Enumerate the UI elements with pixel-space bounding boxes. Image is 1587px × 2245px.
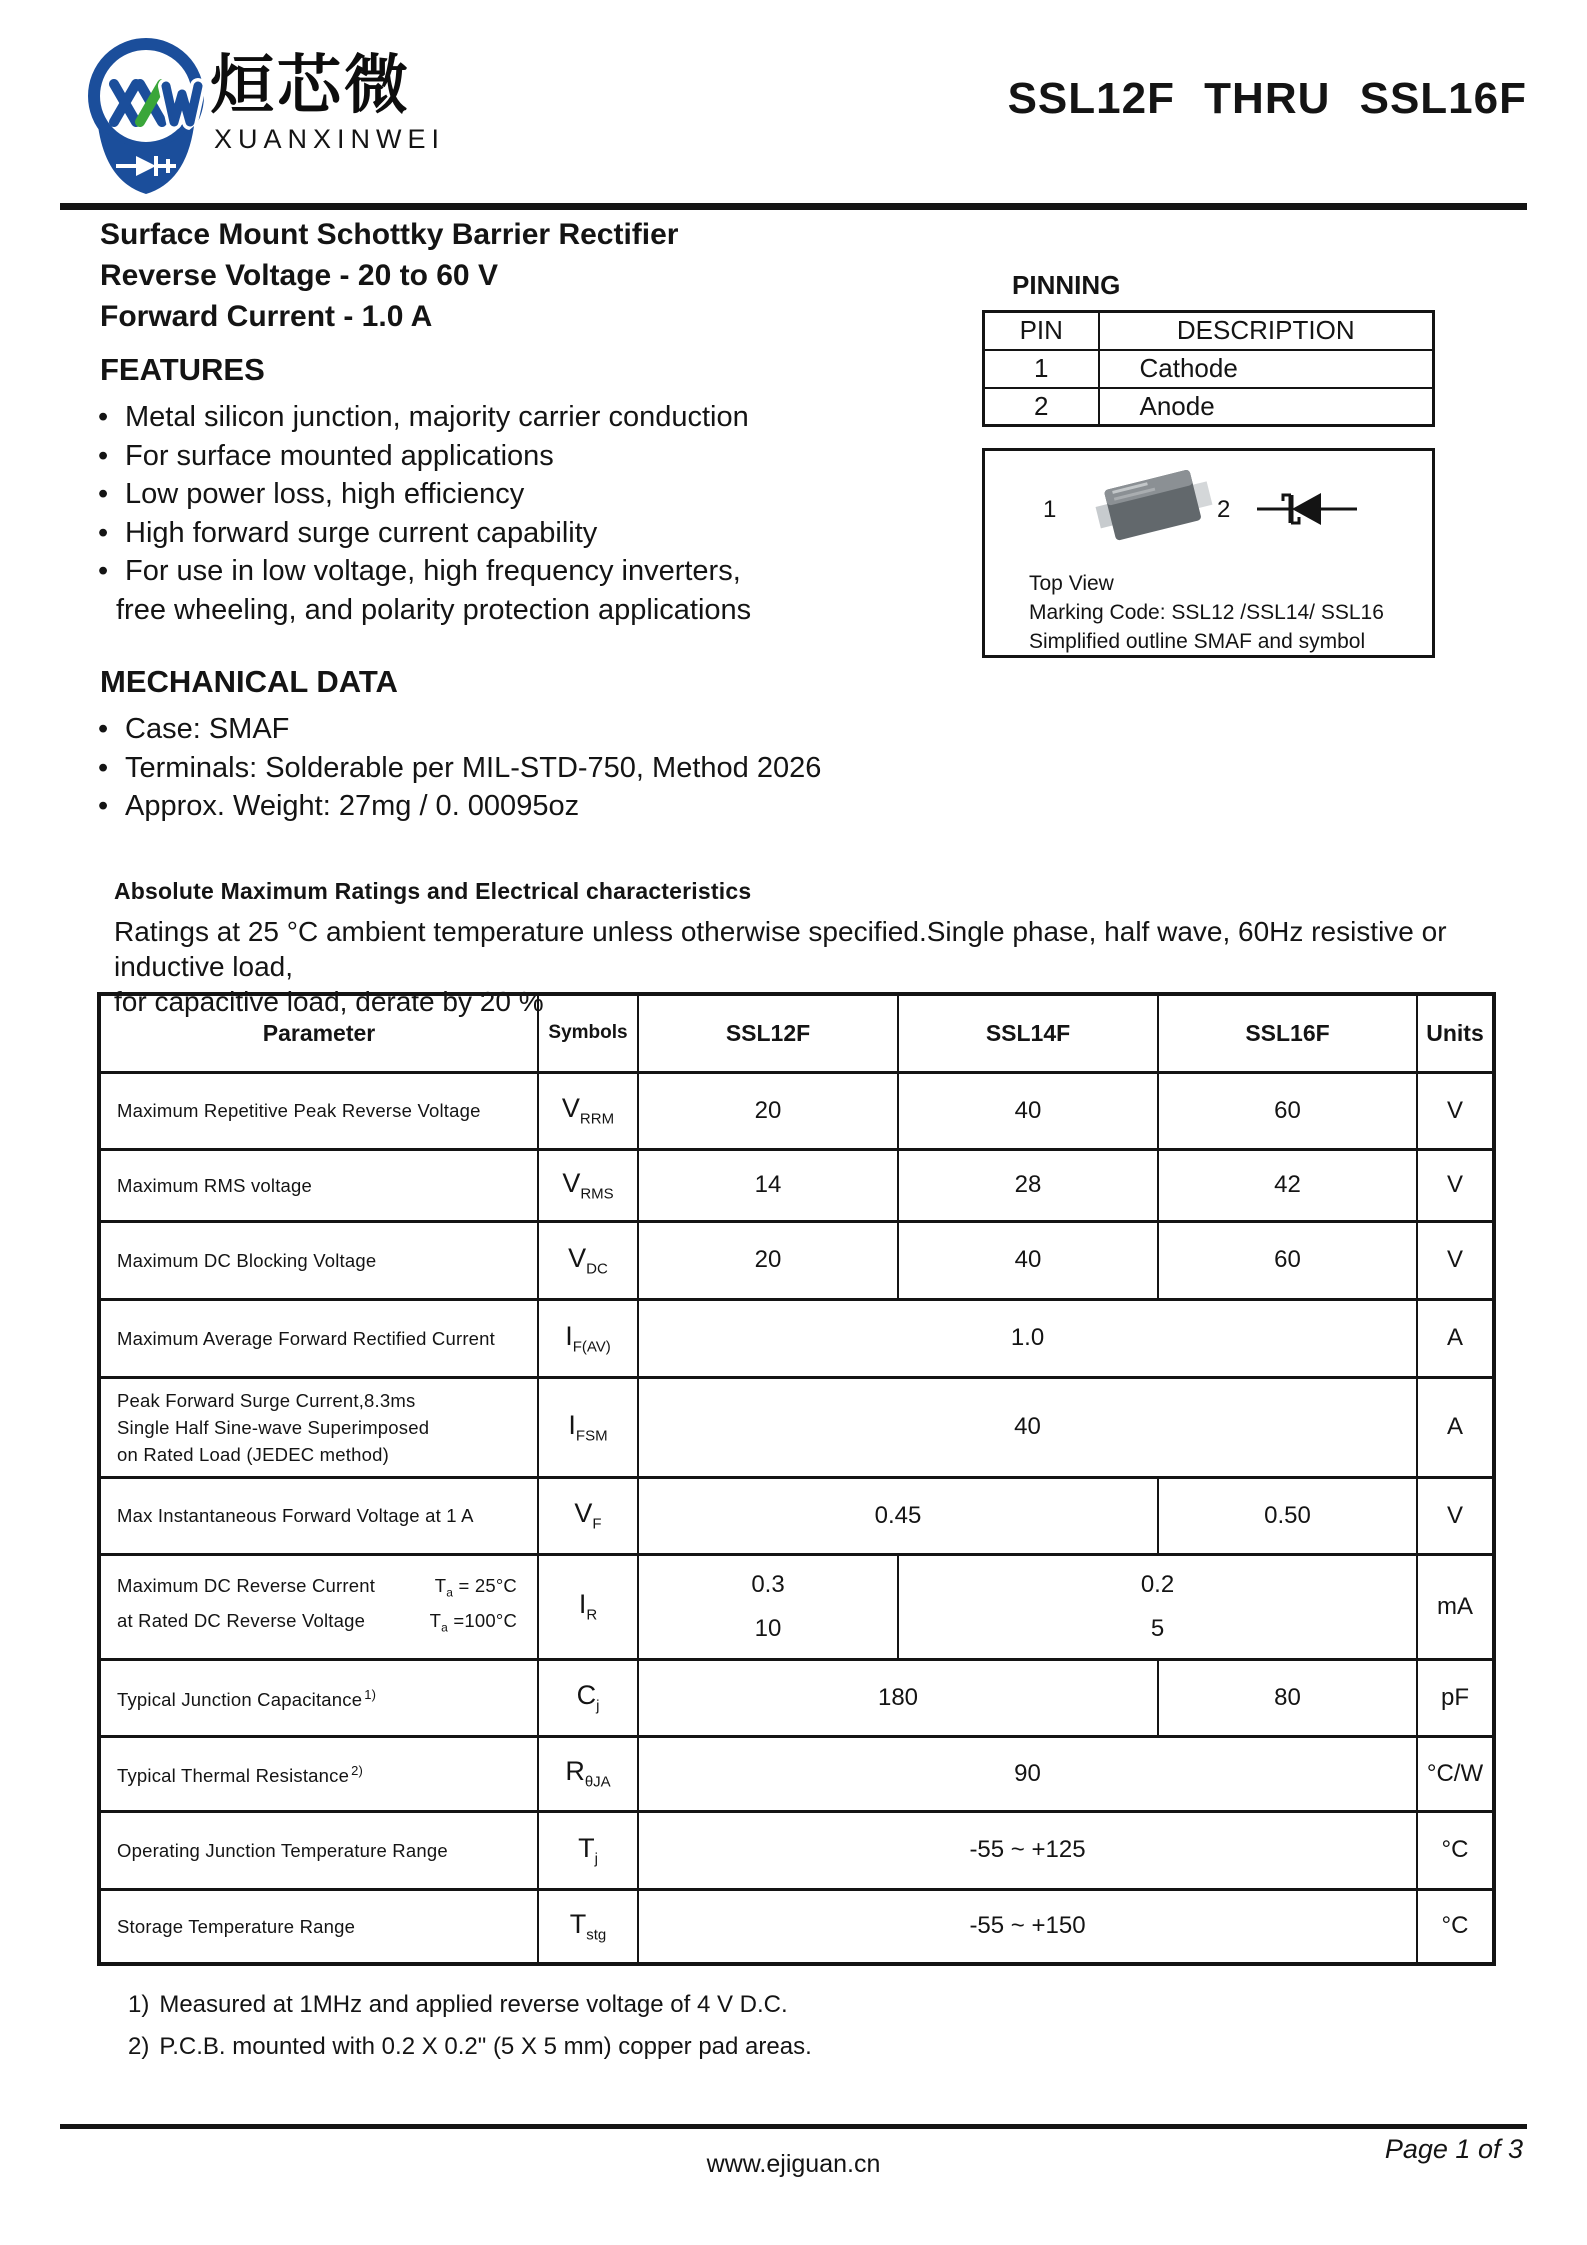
footnotes xyxy=(128,1984,812,2068)
unit-cell: pF xyxy=(1417,1659,1494,1736)
param-cell: Operating Junction Temperature Range xyxy=(99,1811,538,1889)
pin-description: Anode xyxy=(1099,388,1434,426)
bullet-icon: • xyxy=(98,713,109,745)
feature-item xyxy=(98,552,751,591)
unit-cell: V xyxy=(1417,1477,1494,1554)
value-cell: 14 xyxy=(638,1149,898,1221)
bullet-icon: • xyxy=(98,790,109,822)
intro-line: Forward Current - 1.0 A xyxy=(100,300,433,333)
footnote: 2) P.C.B. mounted with 0.2 X 0.2" (5 X 5 mm) copper pad areas. xyxy=(128,2033,812,2060)
document-title: SSL12F THRU SSL16F xyxy=(1007,74,1527,123)
symbol-cell: $V_{RRM}$ xyxy=(538,1072,638,1149)
value-cell: -55 ~ +150 xyxy=(638,1889,1417,1964)
schottky-diode-symbol-icon xyxy=(1257,493,1357,525)
value-cell: 0.2 5 xyxy=(898,1554,1417,1659)
symbol-cell: $C_j$ xyxy=(538,1659,638,1736)
pin-description: Cathode xyxy=(1099,350,1434,388)
feature-item-continuation: free wheeling, and polarity protection applications xyxy=(116,593,752,626)
param-cell: Typical Thermal Resistance $^{2)}$ xyxy=(99,1736,538,1811)
spec-row-vrms xyxy=(99,1149,1494,1221)
param-cell: Storage Temperature Range xyxy=(99,1889,538,1964)
mechanical-data-heading: MECHANICAL DATA xyxy=(100,664,398,699)
col-header-ssl14f: SSL14F xyxy=(898,994,1158,1072)
bullet-icon: • xyxy=(98,516,109,549)
value-cell: 0.50 xyxy=(1158,1477,1417,1554)
symbol-cell: $V_{RMS}$ xyxy=(538,1149,638,1221)
footnote: 1) Measured at 1MHz and applied reverse voltage of 4 V D.C. xyxy=(128,1991,788,2018)
features-heading: FEATURES xyxy=(100,352,265,387)
pinning-table xyxy=(982,310,1435,427)
param-cell: Maximum DC Blocking Voltage xyxy=(99,1221,538,1299)
description-column-header: DESCRIPTION xyxy=(1099,312,1434,350)
value-cell: 40 xyxy=(898,1221,1158,1299)
page-number: Page 1 of 3 xyxy=(1384,2134,1523,2164)
package-caption xyxy=(1029,569,1384,656)
col-header-ssl12f: SSL12F xyxy=(638,994,898,1072)
bullet-icon: • xyxy=(98,401,109,433)
symbol-cell: $V_F$ xyxy=(538,1477,638,1554)
spec-table xyxy=(97,992,1496,1966)
pin-number: 1 xyxy=(984,350,1099,388)
pin-number: 2 xyxy=(984,388,1099,426)
symbol-cell: $R_{\theta JA}$ xyxy=(538,1736,638,1811)
value-cell: 180 xyxy=(638,1659,1158,1736)
col-header-ssl16f: SSL16F xyxy=(1158,994,1417,1072)
feature-text: Metal silicon junction, majority carrier conduction xyxy=(125,401,749,433)
bullet-icon: • xyxy=(98,439,109,472)
symbol-cell: $I_R$ xyxy=(538,1554,638,1659)
mechanical-text: Case: SMAF xyxy=(125,713,290,745)
spec-row-tj xyxy=(99,1811,1494,1889)
package-outline-box xyxy=(982,448,1435,658)
smaf-package-icon xyxy=(1092,466,1215,544)
col-header-symbols: Symbols xyxy=(538,994,638,1072)
param-cell: Peak Forward Surge Current,8.3ms Single Half Sine-wave Superimposed on Rated Load (JEDEC method) xyxy=(99,1377,538,1477)
pin-column-header: PIN xyxy=(984,312,1099,350)
package-caption-line: Marking Code: SSL12 /SSL14/ SSL16 xyxy=(1029,601,1384,624)
value-cell: 42 xyxy=(1158,1149,1417,1221)
feature-text: For use in low voltage, high frequency inverters, xyxy=(125,555,741,587)
intro-line: Surface Mount Schottky Barrier Rectifier xyxy=(100,218,679,251)
unit-cell: °C xyxy=(1417,1889,1494,1964)
intro-block xyxy=(100,214,678,337)
spec-row-tstg xyxy=(99,1889,1494,1964)
pin2-label: 2 xyxy=(1217,496,1231,523)
brand-chinese-name: 烜芯微 xyxy=(210,49,411,121)
pinning-row xyxy=(984,350,1434,388)
symbol-cell: $T_{stg}$ xyxy=(538,1889,638,1964)
mechanical-item xyxy=(98,787,821,826)
spec-row-vdc xyxy=(99,1221,1494,1299)
features-list xyxy=(98,398,751,629)
spec-row-rthja xyxy=(99,1736,1494,1811)
param-cell: Maximum Average Forward Rectified Current xyxy=(99,1299,538,1377)
unit-cell: °C xyxy=(1417,1811,1494,1889)
feature-item xyxy=(98,437,751,476)
feature-text: For surface mounted applications xyxy=(125,439,554,472)
mechanical-item xyxy=(98,749,821,788)
pinning-heading: PINNING xyxy=(1012,270,1121,300)
spec-row-ifav xyxy=(99,1299,1494,1377)
ratings-note-line: Ratings at 25 °C ambient temperature unless otherwise specified.Single phase, half wave, 60Hz resistive or inductive load, xyxy=(114,916,1447,982)
symbol-cell: $I_{FSM}$ xyxy=(538,1377,638,1477)
ratings-note-line: for capacitive load, derate by 20 % xyxy=(114,986,544,1017)
feature-item xyxy=(98,475,751,514)
value-cell: 40 xyxy=(638,1377,1417,1477)
package-caption-line: Simplified outline SMAF and symbol xyxy=(1029,630,1366,653)
header-divider xyxy=(60,203,1527,210)
unit-cell: V xyxy=(1417,1221,1494,1299)
feature-text: High forward surge current capability xyxy=(125,516,598,549)
feature-item xyxy=(98,514,751,553)
bullet-icon: • xyxy=(98,478,109,510)
unit-cell: mA xyxy=(1417,1554,1494,1659)
spec-row-ir xyxy=(99,1554,1494,1659)
value-cell: 1.0 xyxy=(638,1299,1417,1377)
pin1-label: 1 xyxy=(1043,496,1057,523)
ratings-section-heading: Absolute Maximum Ratings and Electrical characteristics xyxy=(114,878,752,904)
spec-row-ifsm xyxy=(99,1377,1494,1477)
value-cell: 20 xyxy=(638,1221,898,1299)
value-cell: 0.3 10 xyxy=(638,1554,898,1659)
pinning-row xyxy=(984,388,1434,426)
param-cell: Maximum RMS voltage xyxy=(99,1149,538,1221)
mechanical-text: Terminals: Solderable per MIL-STD-750, Method 2026 xyxy=(125,751,822,784)
value-cell: 90 xyxy=(638,1736,1417,1811)
value-cell: 20 xyxy=(638,1072,898,1149)
unit-cell: °C/W xyxy=(1417,1736,1494,1811)
intro-line: Reverse Voltage - 20 to 60 V xyxy=(100,259,498,292)
mechanical-item xyxy=(98,710,821,749)
mechanical-data-list xyxy=(98,710,821,826)
bullet-icon: • xyxy=(98,751,109,784)
param-cell: Typical Junction Capacitance $^{1)}$ xyxy=(99,1659,538,1736)
package-and-symbol-drawing xyxy=(985,455,1432,567)
feature-text: Low power loss, high efficiency xyxy=(125,478,525,510)
symbol-cell: $V_{DC}$ xyxy=(538,1221,638,1299)
bullet-icon: • xyxy=(98,555,109,587)
spec-row-vrrm xyxy=(99,1072,1494,1149)
footer-divider xyxy=(60,2124,1527,2129)
unit-cell: A xyxy=(1417,1377,1494,1477)
feature-item xyxy=(98,398,751,437)
unit-cell: V xyxy=(1417,1149,1494,1221)
mechanical-text: Approx. Weight: 27mg / 0. 00095oz xyxy=(125,790,580,822)
col-header-parameter: Parameter xyxy=(99,994,538,1072)
value-cell: 0.45 xyxy=(638,1477,1158,1554)
company-logo-icon xyxy=(80,32,212,200)
footer-url: www.ejiguan.cn xyxy=(706,2150,881,2178)
pinning-header-row xyxy=(984,312,1434,350)
value-cell: 40 xyxy=(898,1072,1158,1149)
symbol-cell: $I_{F(AV)}$ xyxy=(538,1299,638,1377)
symbol-cell: $T_j$ xyxy=(538,1811,638,1889)
value-cell: 80 xyxy=(1158,1659,1417,1736)
spec-row-cj xyxy=(99,1659,1494,1736)
value-cell: -55 ~ +125 xyxy=(638,1811,1417,1889)
col-header-units: Units xyxy=(1417,994,1494,1072)
param-cell: Maximum Repetitive Peak Reverse Voltage xyxy=(99,1072,538,1149)
value-cell: 60 xyxy=(1158,1072,1417,1149)
spec-table-header-row xyxy=(99,994,1494,1072)
unit-cell: A xyxy=(1417,1299,1494,1377)
value-cell: 28 xyxy=(898,1149,1158,1221)
brand-roman-name: XUANXINWEI xyxy=(214,124,446,154)
package-caption-line: Top View xyxy=(1029,572,1114,595)
param-cell: Max Instantaneous Forward Voltage at 1 A xyxy=(99,1477,538,1554)
param-cell: Maximum DC Reverse Current $T_a = 25^\circ C$ at Rated DC Reverse Voltage $T_a =100^\circ C$ xyxy=(99,1554,538,1659)
spec-row-vf xyxy=(99,1477,1494,1554)
value-cell: 60 xyxy=(1158,1221,1417,1299)
unit-cell: V xyxy=(1417,1072,1494,1149)
